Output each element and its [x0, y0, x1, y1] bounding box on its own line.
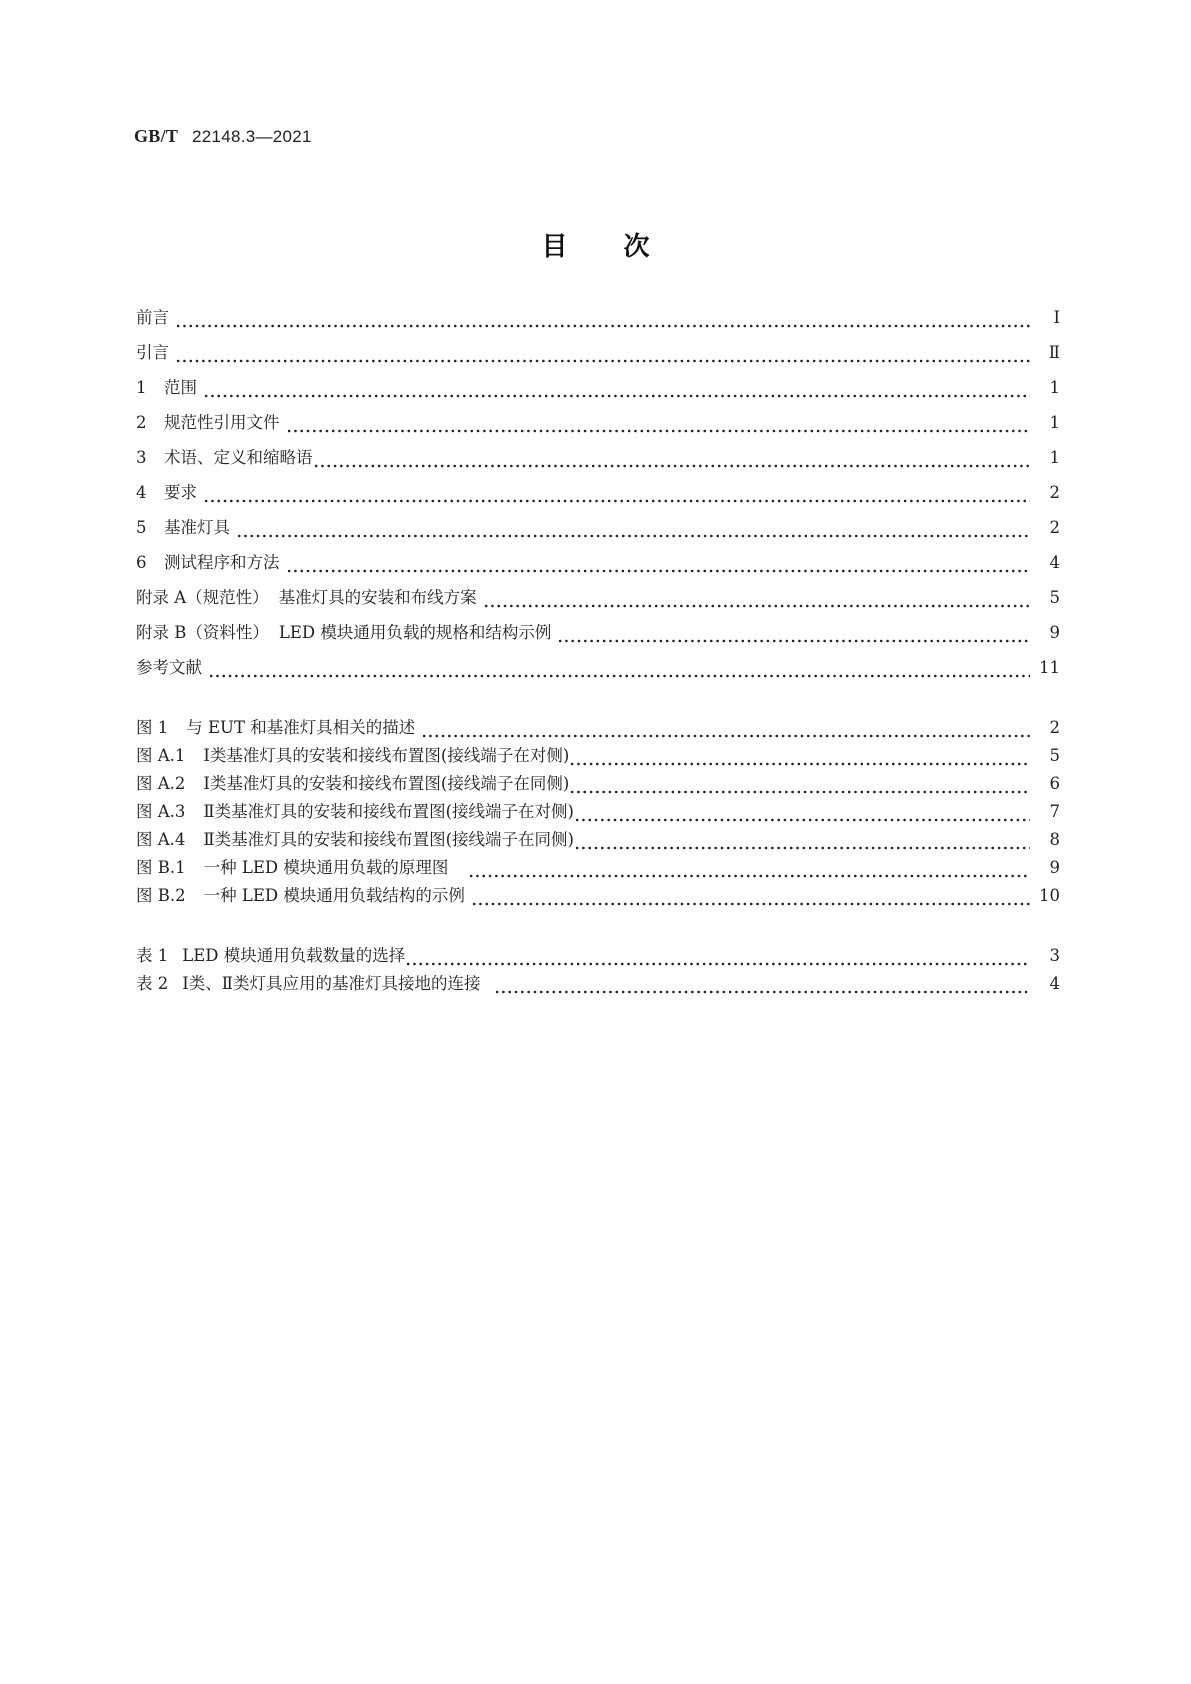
toc-entry-figure-a4[interactable] — [136, 828, 1060, 852]
entry-label: Ⅰ类、Ⅱ类灯具应用的基准灯具接地的连接 — [182, 974, 481, 993]
entry-label: Ⅱ类基准灯具的安装和接线布置图(接线端子在同侧) — [203, 830, 574, 849]
table-number: 表 2 — [136, 974, 169, 993]
toc-entry-figure-b2[interactable] — [136, 884, 1060, 908]
page-number: 1 — [1049, 378, 1060, 397]
figure-number: 图 A.3 — [136, 802, 186, 821]
toc-entry-figure-b1[interactable] — [136, 856, 1060, 880]
section-number: 5 — [136, 518, 147, 537]
entry-label: 引言 — [136, 343, 169, 362]
toc-entry-introduction[interactable] — [136, 341, 1060, 365]
page-number: Ⅰ — [1053, 308, 1060, 327]
dot-leader — [203, 378, 1030, 402]
entry-label: Ⅱ类基准灯具的安装和接线布置图(接线端子在对侧) — [203, 802, 574, 821]
toc-entry-table-1[interactable] — [136, 944, 1060, 968]
entry-label: 基准灯具的安装和布线方案 — [278, 588, 477, 607]
figure-number: 图 A.4 — [136, 830, 186, 849]
entry-label: 参考文献 — [136, 658, 202, 677]
dot-leader — [405, 946, 1030, 970]
toc-entry-section-5[interactable] — [136, 516, 1060, 540]
toc-entry-figure-a1[interactable] — [136, 744, 1060, 768]
annex-prefix: 附录 B（资料性） — [136, 623, 269, 642]
toc-entry-figure-1[interactable] — [136, 716, 1060, 740]
section-number: 1 — [136, 378, 147, 397]
dot-leader — [175, 308, 1030, 332]
dot-leader — [569, 774, 1030, 798]
page-number: 4 — [1049, 974, 1060, 993]
dot-leader — [286, 413, 1031, 437]
entry-label: 基准灯具 — [164, 518, 230, 537]
page-number: 2 — [1049, 483, 1060, 502]
annex-prefix: 附录 A（规范性） — [136, 588, 269, 607]
entry-label: Ⅰ类基准灯具的安装和接线布置图(接线端子在对侧) — [203, 746, 570, 765]
toc-entry-foreword[interactable] — [136, 306, 1060, 330]
page-number: 5 — [1049, 588, 1060, 607]
figure-number: 图 A.1 — [136, 746, 186, 765]
page-number: 1 — [1049, 448, 1060, 467]
toc-entry-section-1[interactable] — [136, 376, 1060, 400]
dot-leader — [313, 448, 1031, 472]
page-number: 1 — [1049, 413, 1060, 432]
entry-label: 一种 LED 模块通用负载结构的示例 — [203, 886, 465, 905]
page-number: 8 — [1049, 830, 1060, 849]
figure-number: 图 B.2 — [136, 886, 186, 905]
table-number: 表 1 — [136, 946, 169, 965]
document-identifier — [134, 126, 312, 147]
section-number: 4 — [136, 483, 147, 502]
dot-leader — [236, 518, 1030, 542]
entry-label: Ⅰ类基准灯具的安装和接线布置图(接线端子在同侧) — [203, 774, 570, 793]
page-number: 6 — [1049, 774, 1060, 793]
entry-label: 要求 — [164, 483, 197, 502]
toc-entry-bibliography[interactable] — [136, 656, 1060, 680]
dot-leader — [421, 718, 1030, 742]
toc-entry-annex-b[interactable] — [136, 621, 1060, 645]
section-number: 2 — [136, 413, 147, 432]
dot-leader — [557, 623, 1030, 647]
page-number: 7 — [1049, 802, 1060, 821]
page-number: 5 — [1049, 746, 1060, 765]
page-number: 9 — [1049, 623, 1060, 642]
dot-leader — [203, 483, 1030, 507]
figure-number: 图 B.1 — [136, 858, 186, 877]
dot-leader — [471, 886, 1030, 910]
entry-label: 一种 LED 模块通用负载的原理图 — [203, 858, 449, 877]
toc-entry-figure-a2[interactable] — [136, 772, 1060, 796]
page-number: Ⅱ — [1048, 343, 1060, 362]
entry-label: 前言 — [136, 308, 169, 327]
entry-label: 规范性引用文件 — [164, 413, 280, 432]
toc-entry-section-3[interactable] — [136, 446, 1060, 470]
dot-leader — [468, 858, 1030, 882]
standard-prefix: GB/T — [134, 126, 179, 146]
page-number: 9 — [1049, 858, 1060, 877]
entry-label: LED 模块通用负载数量的选择 — [182, 946, 406, 965]
dot-leader — [574, 802, 1030, 826]
dot-leader — [175, 343, 1030, 367]
standard-number: 22148.3—2021 — [191, 127, 312, 146]
figure-number: 图 1 — [136, 718, 169, 737]
title-char-2: 次 — [623, 232, 650, 262]
toc-entry-section-4[interactable] — [136, 481, 1060, 505]
dot-leader — [483, 588, 1030, 612]
toc-entry-annex-a[interactable] — [136, 586, 1060, 610]
section-number: 3 — [136, 448, 147, 467]
dot-leader — [208, 658, 1030, 682]
page-number: 10 — [1039, 886, 1060, 905]
dot-leader — [569, 746, 1030, 770]
entry-label: LED 模块通用负载的规格和结构示例 — [278, 623, 552, 642]
toc-entry-section-6[interactable] — [136, 551, 1060, 575]
dot-leader — [286, 553, 1031, 577]
entry-label: 测试程序和方法 — [164, 553, 280, 572]
section-number: 6 — [136, 553, 147, 572]
entry-label: 范围 — [164, 378, 197, 397]
dot-leader — [574, 830, 1030, 854]
page-number: 2 — [1049, 518, 1060, 537]
page-number: 3 — [1049, 946, 1060, 965]
title-char-1: 目 — [541, 232, 568, 262]
page-title — [0, 226, 1191, 263]
entry-label: 与 EUT 和基准灯具相关的描述 — [186, 718, 416, 737]
page-number: 4 — [1049, 553, 1060, 572]
figure-number: 图 A.2 — [136, 774, 186, 793]
dot-leader — [494, 974, 1030, 998]
toc-entry-table-2[interactable] — [136, 972, 1060, 996]
page-number: 11 — [1039, 658, 1060, 677]
entry-label: 术语、定义和缩略语 — [164, 448, 313, 467]
toc-entry-figure-a3[interactable] — [136, 800, 1060, 824]
page-number: 2 — [1049, 718, 1060, 737]
toc-entry-section-2[interactable] — [136, 411, 1060, 435]
